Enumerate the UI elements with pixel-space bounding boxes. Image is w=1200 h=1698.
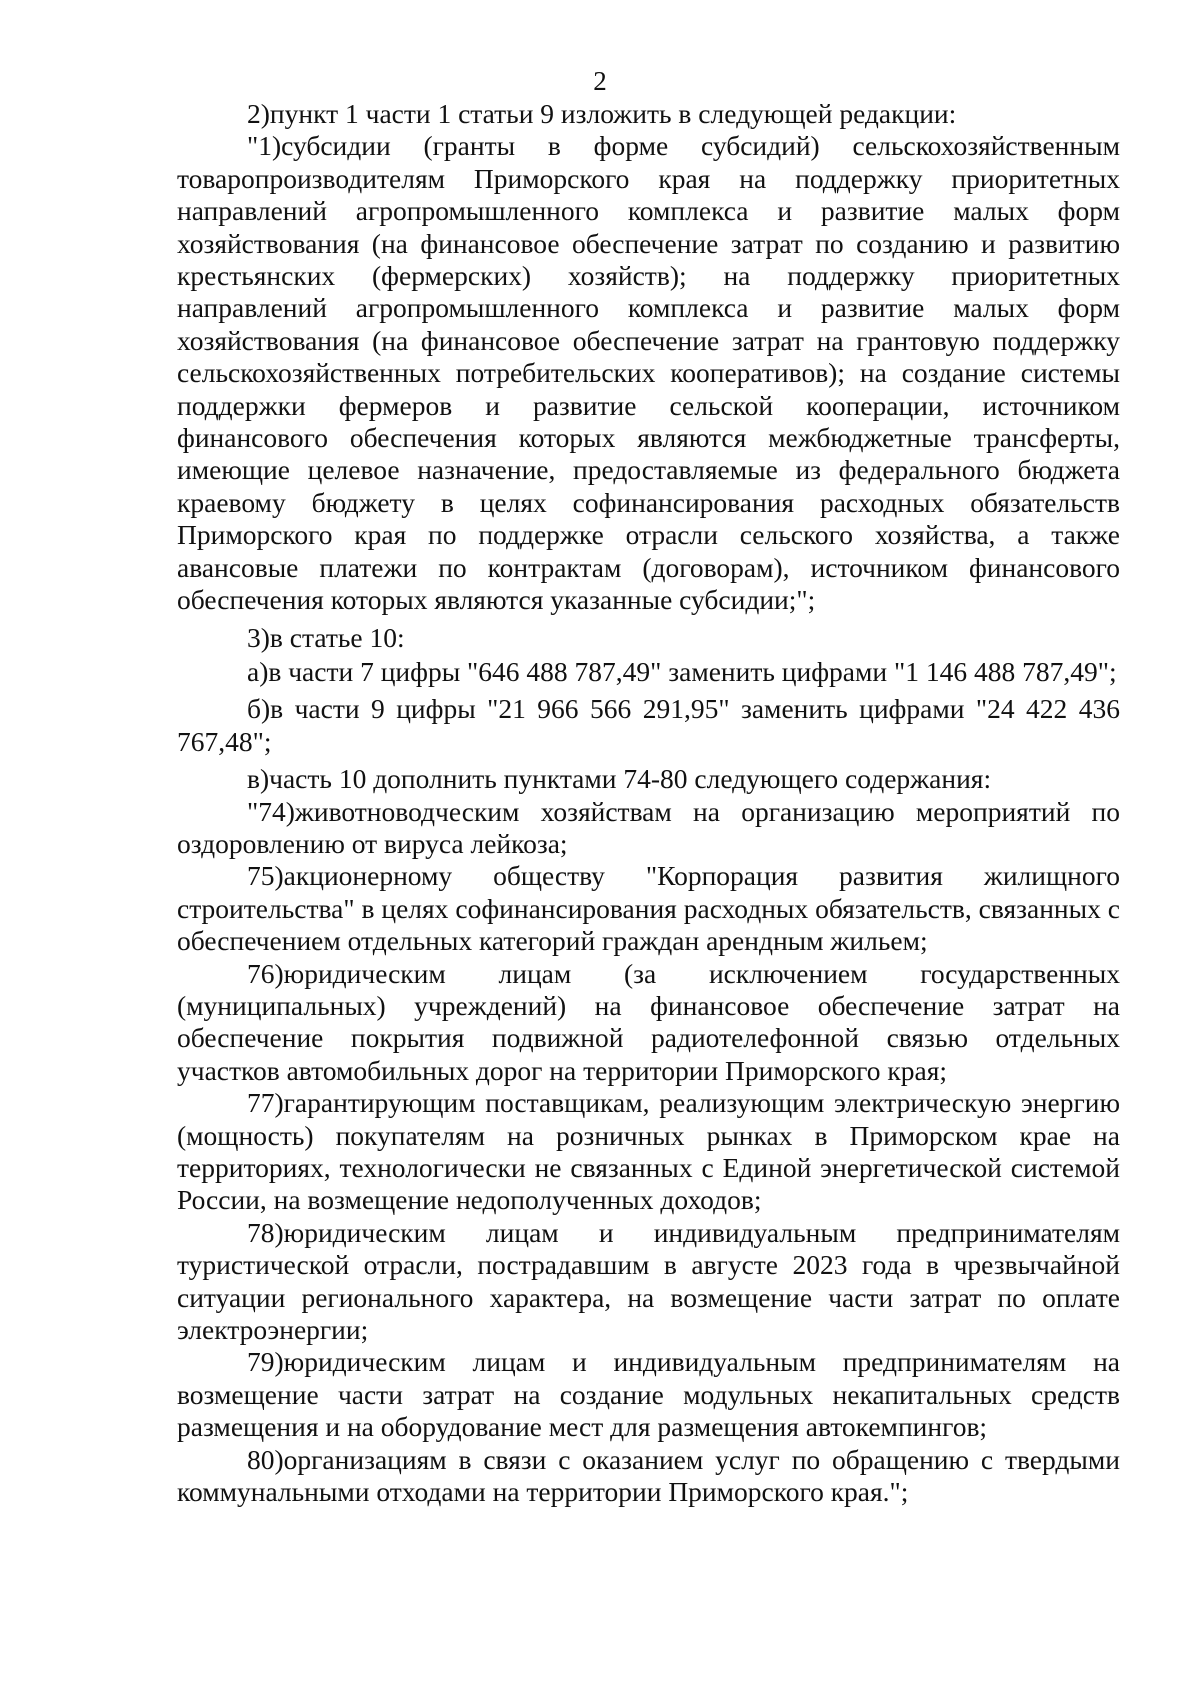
paragraph-point-75: 75)акционерному обществу "Корпорация развития жилищного строительства" в целях софинансирования расходных обязательств, связанных с обеспечением отдельных категорий граждан арендным жильем; bbox=[177, 860, 1120, 957]
paragraph-point-74: "74)животноводческим хозяйствам на организацию мероприятий по оздоровлению от вируса лейкоза; bbox=[177, 795, 1120, 859]
document-body bbox=[177, 98, 1120, 1508]
paragraph-sub-a: а)в части 7 цифры "646 488 787,49" заменить цифрами "1 146 488 787,49"; bbox=[247, 655, 1117, 687]
paragraph-point-76: 76)юридическим лицам (за исключением государственных (муниципальных) учреждений) на финансовое обеспечение затрат на обеспечение покрытия подвижной радиотелефонной связью отдельных участков автомобильных дорог на территории Приморского края; bbox=[177, 957, 1120, 1086]
paragraph-subsidies-grants: "1)субсидии (гранты в форме субсидий) сельскохозяйственным товаропроизводителям Приморского края на поддержку приоритетных направлений агропромышленного комплекса и развитие малых форм хозяйствования (на финансовое обеспечение затрат по созданию и развитию крестьянских (фермерских) хозяйств); на поддержку приоритетных направлений агропромышленного комплекса и развитие малых форм хозяйствования (на финансовое обеспечение затрат на грантовую поддержку сельскохозяйственных потребительских кооперативов); на создание системы поддержки фермеров и развитие сельской кооперации, источником финансового обеспечения которых являются межбюджетные трансферты, имеющие целевое назначение, предоставляемые из федерального бюджета краевому бюджету в целях софинансирования расходных обязательств Приморского края по поддержке отрасли сельского хозяйства, а также авансовые платежи по контрактам (договорам), источником финансового обеспечения которых являются указанные субсидии;"; bbox=[177, 130, 1120, 616]
paragraph-item-3: 3)в статье 10: bbox=[247, 621, 405, 653]
paragraph-point-80: 80)организациям в связи с оказанием услуг по обращению с твердыми коммунальными отходами на территории Приморского края."; bbox=[177, 1443, 1120, 1508]
paragraph-sub-v: в)часть 10 дополнить пунктами 74-80 следующего содержания: bbox=[247, 763, 992, 795]
page-number: 2 bbox=[593, 66, 607, 96]
paragraph-point-78: 78)юридическим лицам и индивидуальным предпринимателям туристической отрасли, пострадавшим в августе 2023 года в чрезвычайной ситуации регионального характера, на возмещение части затрат по оплате электроэнергии; bbox=[177, 1216, 1120, 1346]
paragraph-point-79: 79)юридическим лицам и индивидуальным предпринимателям на возмещение части затрат на создание модульных некапитальных средств размещения и на оборудование мест для размещения автокемпингов; bbox=[177, 1346, 1120, 1443]
paragraph-point-77: 77)гарантирующим поставщикам, реализующим электрическую энергию (мощность) покупателям на розничных рынках в Приморском крае на территориях, технологически не связанных с Единой энергетической системой России, на возмещение недополученных доходов; bbox=[177, 1087, 1120, 1216]
paragraph-sub-b: б)в части 9 цифры "21 966 566 291,95" заменить цифрами "24 422 436 767,48"; bbox=[177, 693, 1120, 757]
paragraph-item-2: 2)пункт 1 части 1 статьи 9 изложить в следующей редакции: bbox=[247, 98, 957, 129]
